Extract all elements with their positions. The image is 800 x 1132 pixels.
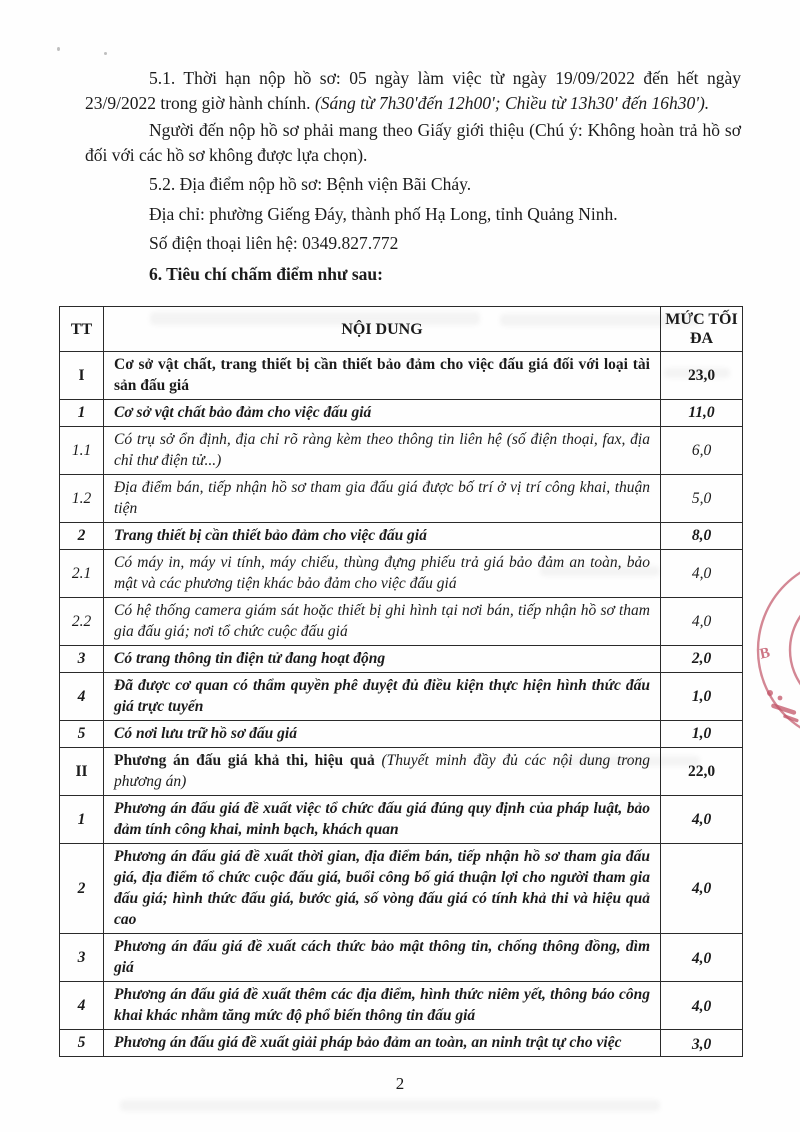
para-5-2-location [85,172,741,197]
row-content-text [114,723,650,744]
row-content-cell [104,982,661,1030]
row-number-cell: 2.2 [60,598,104,646]
row-content-text [114,936,650,978]
row-content-text [114,354,650,396]
text-segment: Đã được cơ quan có thẩm quyền phê duyệt đủ điều kiện thực hiện hình thức đấu giá trực tuyến [114,677,650,715]
row-content-text [114,798,650,840]
row-number-cell: 2 [60,844,104,934]
table-row [60,352,743,400]
table-row [60,796,743,844]
row-content-text [114,984,650,1026]
row-content-text [114,429,650,471]
para-submission-note [85,118,741,167]
row-number-cell: I [60,352,104,400]
text-segment: Phương án đấu giá đề xuất việc tổ chức đấu giá đúng quy định của pháp luật, bảo đảm tính công khai, minh bạch, khách quan [114,800,650,838]
row-number-cell: II [60,748,104,796]
table-row [60,598,743,646]
row-score-cell: 23,0 [661,352,743,400]
table-row [60,646,743,673]
table-row [60,475,743,523]
table-row [60,748,743,796]
row-content-cell [104,844,661,934]
row-number-cell: 1 [60,796,104,844]
row-score-cell: 4,0 [661,982,743,1030]
row-score-cell: 4,0 [661,844,743,934]
table-row [60,1030,743,1057]
row-content-text [114,600,650,642]
row-content-text [114,525,650,546]
text-segment: Phương án đấu giá đề xuất giải pháp bảo đảm an toàn, an ninh trật tự cho việc [114,1034,622,1051]
row-number-cell: 1.1 [60,427,104,475]
row-number-cell: 3 [60,934,104,982]
stamp-outer-ring [758,562,800,737]
row-score-cell: 1,0 [661,721,743,748]
text-segment: (Thuyết minh đầy đủ các nội dung trong phương án) [114,752,650,790]
para-5-1-deadline [85,66,741,115]
text-segment: Phương án đấu giá đề xuất thời gian, địa điểm bán, tiếp nhận hồ sơ tham gia đấu giá, địa điểm tổ chức cuộc đấu giá, buổi công bố giá thuận lợi cho người tham gia đấu giá; hình thức đấu giá, bước giá, số vòng đấu giá có tính khả thi và hiệu quả cao [114,848,650,928]
text-segment: (Sáng từ 7h30'đến 12h00'; Chiều từ 13h30' đến 16h30'). [314,92,710,113]
text-segment: Địa điểm bán, tiếp nhận hồ sơ tham gia đấu giá được bố trí ở vị trí công khai, thuận tiện [114,479,650,517]
row-score-cell: 3,0 [661,1030,743,1057]
row-content-cell [104,427,661,475]
row-number-cell: 1 [60,400,104,427]
row-score-cell: 4,0 [661,796,743,844]
body-text [85,66,741,289]
row-score-cell: 4,0 [661,598,743,646]
table-row [60,673,743,721]
row-content-cell [104,796,661,844]
table-row [60,844,743,934]
row-content-cell [104,721,661,748]
text-segment: Phương án đấu giá khả thi, hiệu quả [114,752,382,769]
page-number: 2 [395,1074,405,1093]
text-segment: Địa chỉ: phường Giếng Đáy, thành phố Hạ Long, tỉnh Quảng Ninh. [149,203,618,224]
text-segment: Có trang thông tin điện tử đang hoạt động [114,650,386,667]
text-segment: Có hệ thống camera giám sát hoặc thiết bị ghi hình tại nơi bán, tiếp nhận hồ sơ tham gia đấu giá; nơi tổ chức cuộc đấu giá [114,602,650,640]
row-content-text [114,402,650,423]
row-content-cell [104,523,661,550]
row-content-text [114,477,650,519]
scoring-criteria-table [59,306,743,1057]
red-stamp [738,562,800,737]
row-number-cell: 5 [60,721,104,748]
row-content-cell [104,550,661,598]
text-segment: Phương án đấu giá đề xuất thêm các địa điểm, hình thức niêm yết, thông báo công khai khác nhằm tăng mức độ phổ biến thông tin đấu giá [114,986,650,1024]
row-content-text [114,552,650,594]
red-stamp-graphic [738,562,800,737]
row-score-cell: 22,0 [661,748,743,796]
row-number-cell: 4 [60,982,104,1030]
row-score-cell: 2,0 [661,646,743,673]
text-segment: 5.2. Địa điểm nộp hồ sơ: Bệnh viện Bãi Cháy. [149,174,472,194]
col-header-score: MỨC TỐI ĐA [661,307,743,352]
table-row [60,982,743,1030]
row-score-cell: 6,0 [661,427,743,475]
row-number-cell: 3 [60,646,104,673]
stamp-ink-marks [767,690,799,723]
row-number-cell: 2 [60,523,104,550]
row-content-cell [104,646,661,673]
table-row [60,550,743,598]
row-content-cell [104,475,661,523]
text-segment: Có trụ sở ổn định, địa chỉ rõ ràng kèm theo thông tin liên hệ (số điện thoại, fax, địa chỉ thư điện tử...) [114,431,650,469]
para-phone [85,231,741,256]
row-number-cell: 4 [60,673,104,721]
row-number-cell: 2.1 [60,550,104,598]
row-content-cell [104,352,661,400]
text-segment: 6. Tiêu chí chấm điểm như sau: [149,263,383,284]
row-score-cell: 11,0 [661,400,743,427]
text-segment: Cơ sở vật chất, trang thiết bị cần thiết bảo đảm cho việc đấu giá đối với loại tài sản đấu giá [114,356,650,394]
text-segment: Có máy in, máy vi tính, máy chiếu, thùng đựng phiếu trả giá bảo đảm an toàn, bảo mật và các phương tiện khác bảo đảm cho việc đấu giá [114,554,650,592]
text-segment: Trang thiết bị cần thiết bảo đảm cho việc đấu giá [114,527,427,544]
text-segment: 5.1. Thời hạn nộp hồ sơ: 05 ngày làm việc từ ngày 19/09/2022 đến hết ngày 23/9/2022 trong giờ hành chính. [85,68,741,113]
para-6-heading [85,262,741,287]
table-row [60,721,743,748]
text-segment: Số điện thoại liên hệ: 0349.827.772 [149,233,399,253]
row-content-cell [104,400,661,427]
row-content-text [114,648,650,669]
stamp-inner-ring [790,590,800,710]
col-header-content: NỘI DUNG [104,307,661,352]
row-content-text [114,1032,650,1053]
row-score-cell: 8,0 [661,523,743,550]
col-header-tt: TT [60,307,104,352]
scan-speck [104,52,107,55]
row-content-cell [104,934,661,982]
row-content-text [114,750,650,792]
text-segment: Phương án đấu giá đề xuất cách thức bảo mật thông tin, chống thông đồng, dìm giá [114,938,650,976]
scan-speck [57,47,60,51]
table-row [60,934,743,982]
row-number-cell: 1.2 [60,475,104,523]
text-segment: Người đến nộp hồ sơ phải mang theo Giấy giới thiệu (Chú ý: Không hoàn trả hồ sơ đối với các hồ sơ không được lựa chọn). [85,120,741,165]
row-content-cell [104,748,661,796]
row-score-cell: 4,0 [661,934,743,982]
row-content-cell [104,1030,661,1057]
row-content-cell [104,598,661,646]
row-score-cell: 5,0 [661,475,743,523]
table-row [60,427,743,475]
para-address [85,202,741,227]
table-row [60,400,743,427]
row-content-text [114,846,650,930]
table-row [60,523,743,550]
table-header-row [60,307,743,352]
row-content-text [114,675,650,717]
scan-smudge [120,1100,660,1111]
row-score-cell: 1,0 [661,673,743,721]
text-segment: Cơ sở vật chất bảo đảm cho việc đấu giá [114,404,372,421]
row-number-cell: 5 [60,1030,104,1057]
text-segment: Có nơi lưu trữ hồ sơ đấu giá [114,725,297,742]
stamp-letter: B [758,644,772,663]
row-score-cell: 4,0 [661,550,743,598]
row-content-cell [104,673,661,721]
